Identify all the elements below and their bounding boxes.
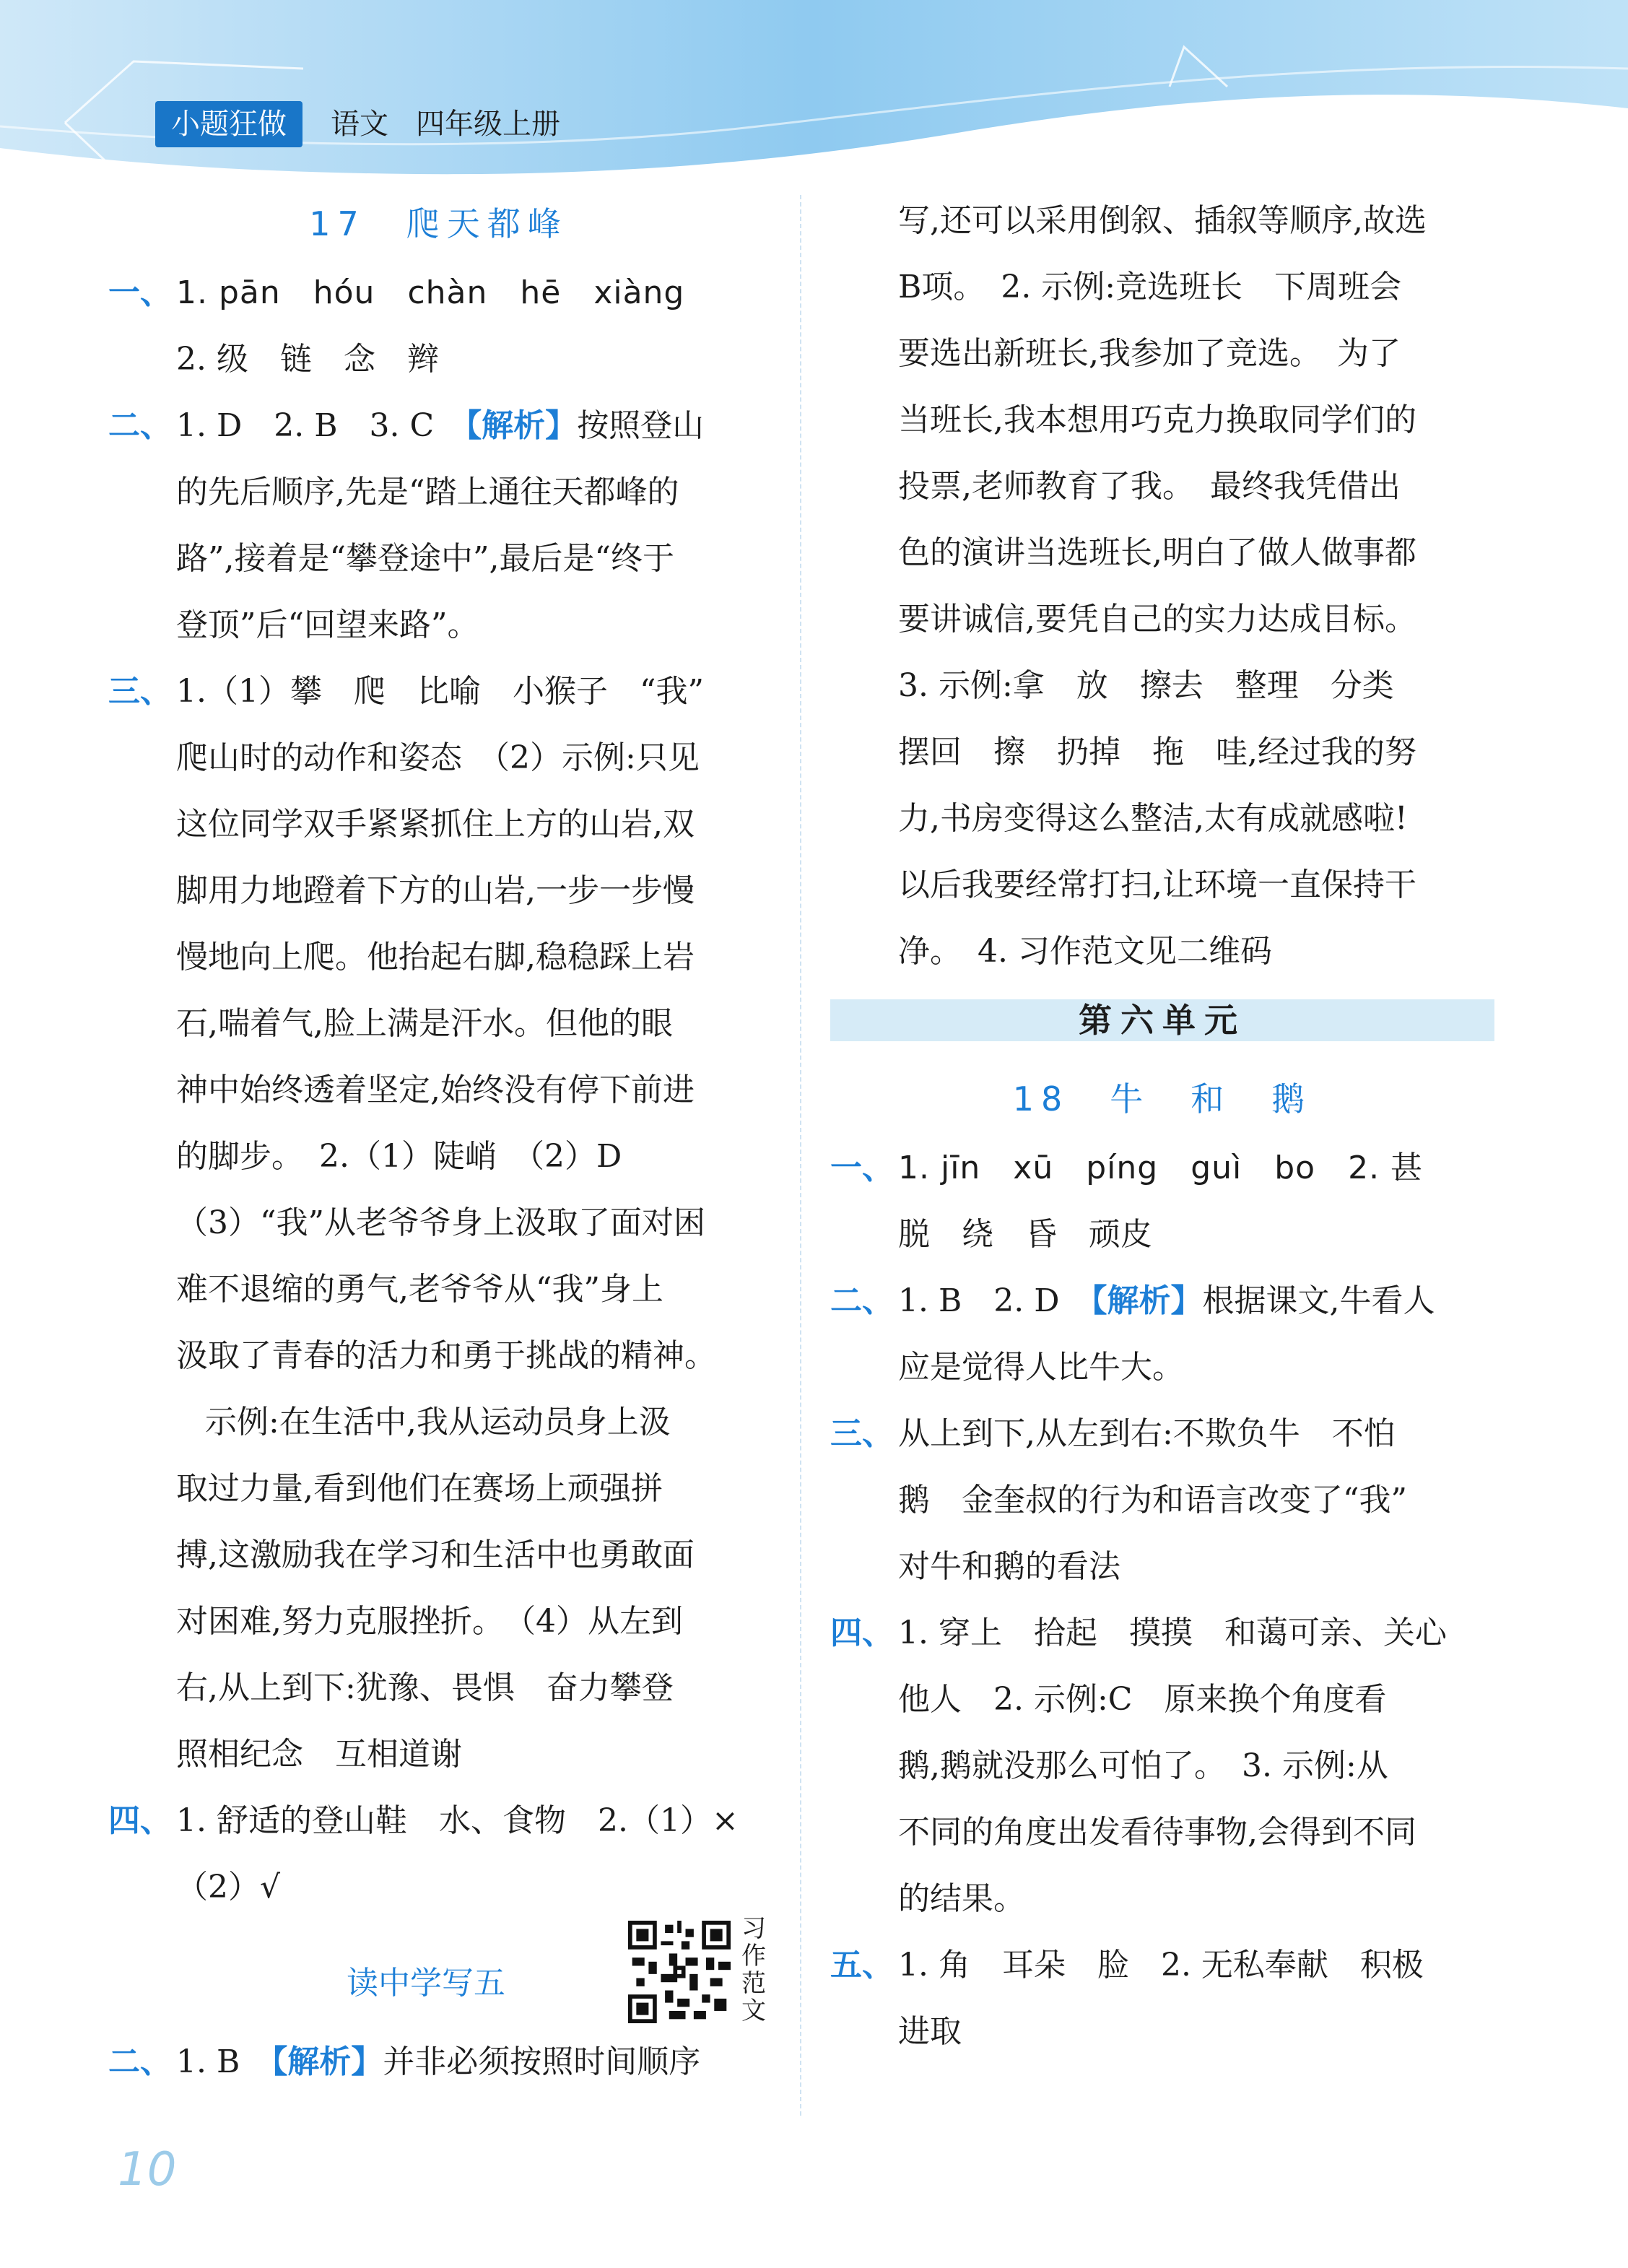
answer-line	[830, 1135, 1494, 1202]
answer-line: 石,喘着气,脸上满是汗水。但他的眼	[176, 1005, 673, 1042]
answer-text: 1. jīn xū píng guì bo 2. 甚	[898, 1150, 1424, 1186]
answer-text: 1. 角 耳朵 脸 2. 无私奉献 积极	[898, 1947, 1424, 1984]
section-number: 一、	[108, 274, 172, 311]
answer-line: 写,还可以采用倒叙、插叙等顺序,故选	[898, 202, 1427, 239]
analysis-tag: 【解析】	[1091, 1282, 1203, 1319]
answer-text: 1. 舒适的登山鞋 水、食物 2.（1）×	[176, 1802, 739, 1839]
answer-line: 他人 2. 示例:C 原来换个角度看	[898, 1681, 1387, 1718]
answer-line	[108, 659, 769, 725]
lesson-17-title: 17 爬天都峰	[309, 204, 568, 243]
answer-line: 鹅 金奎叔的行为和语言改变了“我”	[898, 1482, 1407, 1518]
section-number: 四、	[108, 1802, 172, 1839]
answer-line	[830, 1401, 1494, 1467]
unit-six-banner: 第六单元	[830, 999, 1494, 1041]
answer-text: 1. B	[176, 2043, 272, 2080]
reading-writing-title: 读中学写五	[347, 1965, 505, 2002]
column-divider	[800, 195, 801, 2116]
answer-line: 当班长,我本想用巧克力换取同学们的	[898, 401, 1416, 438]
page-header	[0, 0, 1628, 217]
section-number: 四、	[830, 1615, 894, 1651]
answer-line: 搏,这激励我在学习和生活中也勇敢面	[176, 1537, 695, 1573]
answer-text: 从上到下,从左到右:不欺负牛 不怕	[898, 1415, 1396, 1452]
answer-line: 慢地向上爬。他抬起右脚,稳稳踩上岩	[176, 939, 695, 976]
section-number: 五、	[830, 1947, 894, 1984]
answer-line: 照相纪念 互相道谢	[176, 1736, 462, 1773]
section-number: 三、	[108, 673, 172, 710]
answer-line: （2）√	[176, 1869, 281, 1906]
answer-line: 鹅,鹅就没那么可怕了。 3. 示例:从	[898, 1747, 1388, 1784]
answer-line: 进取	[898, 2013, 962, 2050]
section-number: 二、	[108, 2043, 172, 2080]
answer-line: 爬山时的动作和姿态 （2）示例:只见	[176, 739, 700, 776]
answer-line: 3. 示例:拿 放 擦去 整理 分类	[898, 667, 1394, 704]
analysis-tag: 【解析】	[466, 407, 578, 444]
section-number: 三、	[830, 1415, 894, 1452]
analysis-tag: 【解析】	[271, 2043, 383, 2080]
answer-line: 力,书房变得这么整洁,太有成就感啦!	[898, 800, 1408, 837]
answer-line	[830, 1268, 1494, 1334]
answer-line: 示例:在生活中,我从运动员身上汲	[205, 1404, 671, 1441]
section-number: 二、	[108, 407, 172, 444]
right-column	[830, 188, 1494, 2065]
answer-text: 根据课文,牛看人	[1202, 1282, 1435, 1319]
answer-line: 对困难,努力克服挫折。 （4）从左到	[176, 1603, 683, 1640]
answer-line: 取过力量,看到他们在赛场上顽强拼	[176, 1470, 663, 1507]
answer-line	[108, 260, 769, 326]
answer-line: 色的演讲当选班长,明白了做人做事都	[898, 534, 1416, 571]
answer-text: 并非必须按照时间顺序	[383, 2043, 701, 2080]
answer-line: 这位同学双手紧紧抓住上方的山岩,双	[176, 806, 695, 843]
answer-line	[830, 1600, 1494, 1667]
answer-line: 净。 4. 习作范文见二维码	[898, 933, 1272, 970]
answer-line: 的结果。	[898, 1880, 1025, 1917]
left-column	[108, 188, 769, 2095]
reading-writing-section-header	[108, 1914, 769, 2029]
section-number: 二、	[830, 1282, 894, 1319]
grade-label: 四年级上册	[416, 108, 560, 141]
lesson-18-title: 18 牛 和 鹅	[1012, 1079, 1313, 1118]
answer-line: 要讲诚信,要凭自己的实力达成目标。	[898, 601, 1416, 638]
answer-line	[108, 393, 769, 459]
answer-line: 2. 级 链 念 辫	[176, 341, 439, 378]
answer-line: （3）“我”从老爷爷身上汲取了面对困	[176, 1204, 705, 1241]
answer-line: 登顶”后“回望来路”。	[176, 607, 479, 643]
section-number: 一、	[830, 1150, 894, 1186]
page-number: 10	[118, 2143, 177, 2197]
answer-text: 1. 穿上 拾起 摸摸 和蔼可亲、关心	[898, 1615, 1447, 1651]
qr-code-icon[interactable]	[628, 1921, 731, 2023]
answer-line: 汲取了青春的活力和勇于挑战的精神。	[176, 1337, 716, 1374]
answer-line: 要选出新班长,我参加了竞选。 为了	[898, 335, 1401, 372]
answer-line: 的脚步。 2.（1）陡峭 （2）D	[176, 1138, 622, 1175]
answer-line: 摆回 擦 扔掉 拖 哇,经过我的努	[898, 734, 1416, 770]
answer-text: 1. B 2. D	[898, 1282, 1092, 1319]
answer-text: 1. pān hóu chàn hē xiàng	[176, 274, 685, 311]
qr-code-label: 习作范文	[741, 1914, 766, 2025]
subject-label: 语文	[331, 108, 388, 141]
answer-line: 应是觉得人比牛大。	[898, 1349, 1184, 1386]
answer-line: B项。 2. 示例:竞选班长 下周班会	[898, 269, 1402, 305]
answer-line	[108, 1788, 769, 1854]
answer-line: 的先后顺序,先是“踏上通往天都峰的	[176, 474, 679, 510]
answer-line	[830, 1932, 1494, 1999]
answer-text: 按照登山	[577, 407, 705, 444]
answer-line	[108, 2029, 769, 2095]
answer-line: 神中始终透着坚定,始终没有停下前进	[176, 1072, 695, 1108]
answer-line: 脚用力地蹬着下方的山岩,一步一步慢	[176, 872, 695, 909]
answer-line: 投票,老师教育了我。 最终我凭借出	[898, 468, 1401, 505]
answer-line: 路”,接着是“攀登途中”,最后是“终于	[176, 540, 674, 577]
answer-line: 右,从上到下:犹豫、畏惧 奋力攀登	[176, 1669, 674, 1706]
answer-line: 难不退缩的勇气,老爷爷从“我”身上	[176, 1271, 663, 1308]
answer-line: 以后我要经常打扫,让环境一直保持干	[898, 866, 1416, 903]
answer-text: 1.（1）攀 爬 比喻 小猴子 “我”	[176, 673, 704, 710]
answer-line: 脱 绕 昏 顽皮	[898, 1216, 1152, 1253]
answer-line: 不同的角度出发看待事物,会得到不同	[898, 1814, 1416, 1851]
answer-text: 1. D 2. B 3. C	[176, 407, 466, 444]
answer-line: 对牛和鹅的看法	[898, 1548, 1120, 1585]
series-tag: 小题狂做	[155, 101, 302, 147]
